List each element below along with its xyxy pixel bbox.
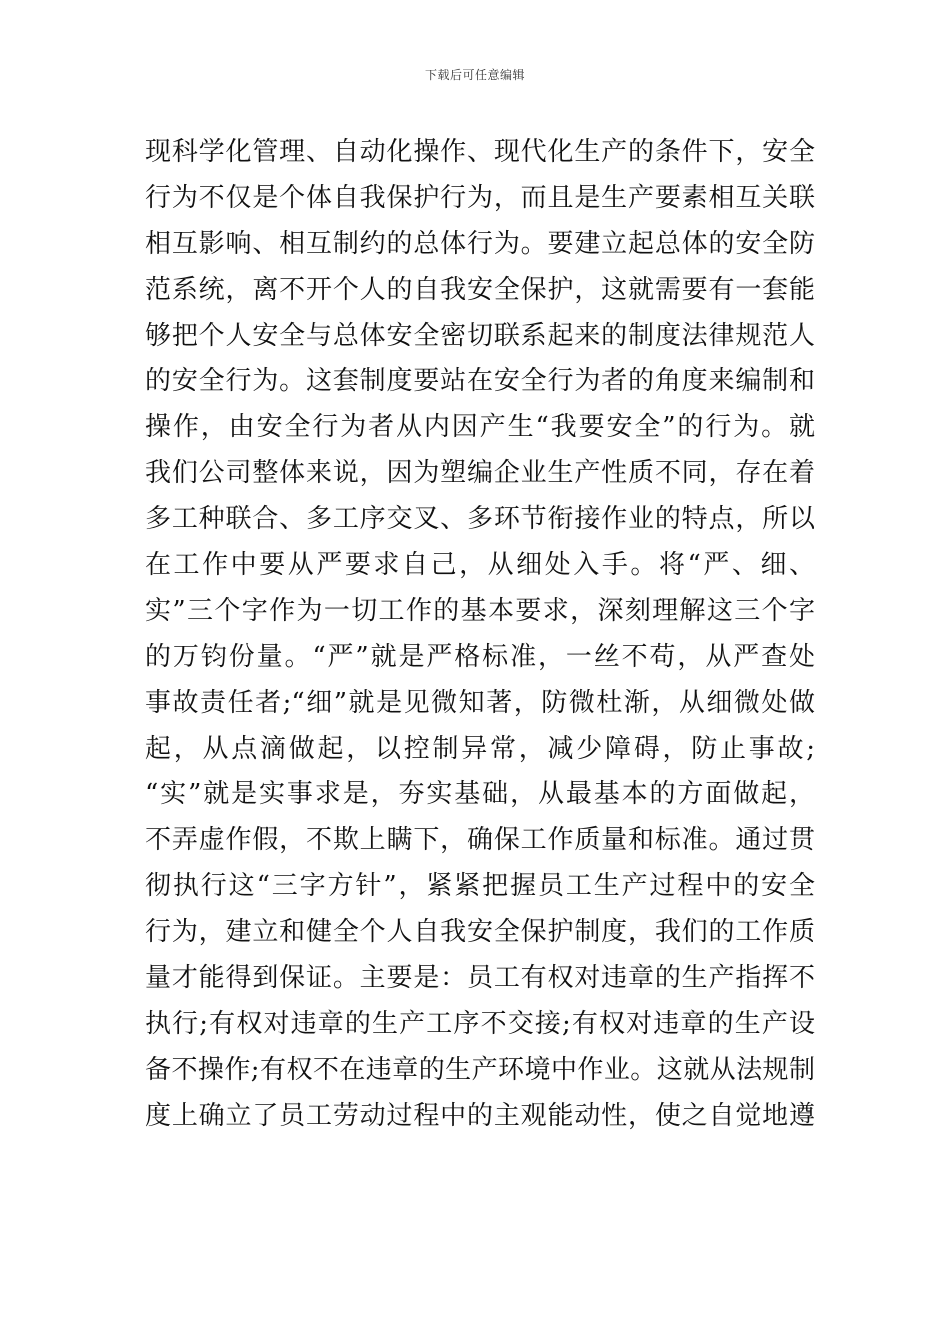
body-paragraph [145,130,815,1140]
text-line: 范系统，离不开个人的自我安全保护，这就需要有一套能 [145,274,815,305]
text-line: 备不操作;有权不在违章的生产环境中作业。这就从法规制 [145,1054,815,1085]
text-line: 够把个人安全与总体安全密切联系起来的制度法律规范人 [145,320,815,351]
text-line: 实”三个字作为一切工作的基本要求，深刻理解这三个字 [145,595,815,626]
text-line: 度上确立了员工劳动过程中的主观能动性，使之自觉地遵 [145,1100,815,1131]
text-line: 行为，建立和健全个人自我安全保护制度，我们的工作质 [145,917,815,948]
text-line: 量才能得到保证。主要是：员工有权对违章的生产指挥不 [145,963,815,994]
text-line: 的万钧份量。“严”就是严格标准，一丝不苟，从严查处 [145,641,815,672]
text-line: 我们公司整体来说，因为塑编企业生产性质不同，存在着 [145,458,815,489]
text-line: 起，从点滴做起，以控制异常，减少障碍，防止事故; [145,733,815,764]
text-line: 不弄虚作假，不欺上瞒下，确保工作质量和标准。通过贯 [145,825,815,856]
text-line: 的安全行为。这套制度要站在安全行为者的角度来编制和 [145,366,815,397]
text-line: “实”就是实事求是，夯实基础，从最基本的方面做起， [145,779,815,810]
text-line: 行为不仅是个体自我保护行为，而且是生产要素相互关联 [145,182,815,213]
text-line: 事故责任者;“细”就是见微知著，防微杜渐，从细微处做 [145,687,815,718]
text-line: 在工作中要从严要求自己，从细处入手。将“严、细、 [145,550,815,581]
text-line: 彻执行这“三字方针”，紧紧把握员工生产过程中的安全 [145,871,815,902]
text-line: 执行;有权对违章的生产工序不交接;有权对违章的生产设 [145,1008,815,1039]
text-line: 操作，由安全行为者从内因产生“我要安全”的行为。就 [145,412,815,443]
text-line: 相互影响、相互制约的总体行为。要建立起总体的安全防 [145,228,815,259]
page-header: 下载后可任意编辑 [424,68,525,82]
text-line: 现科学化管理、自动化操作、现代化生产的条件下，安全 [145,137,815,167]
text-line: 多工种联合、多工序交叉、多环节衔接作业的特点，所以 [145,504,815,535]
